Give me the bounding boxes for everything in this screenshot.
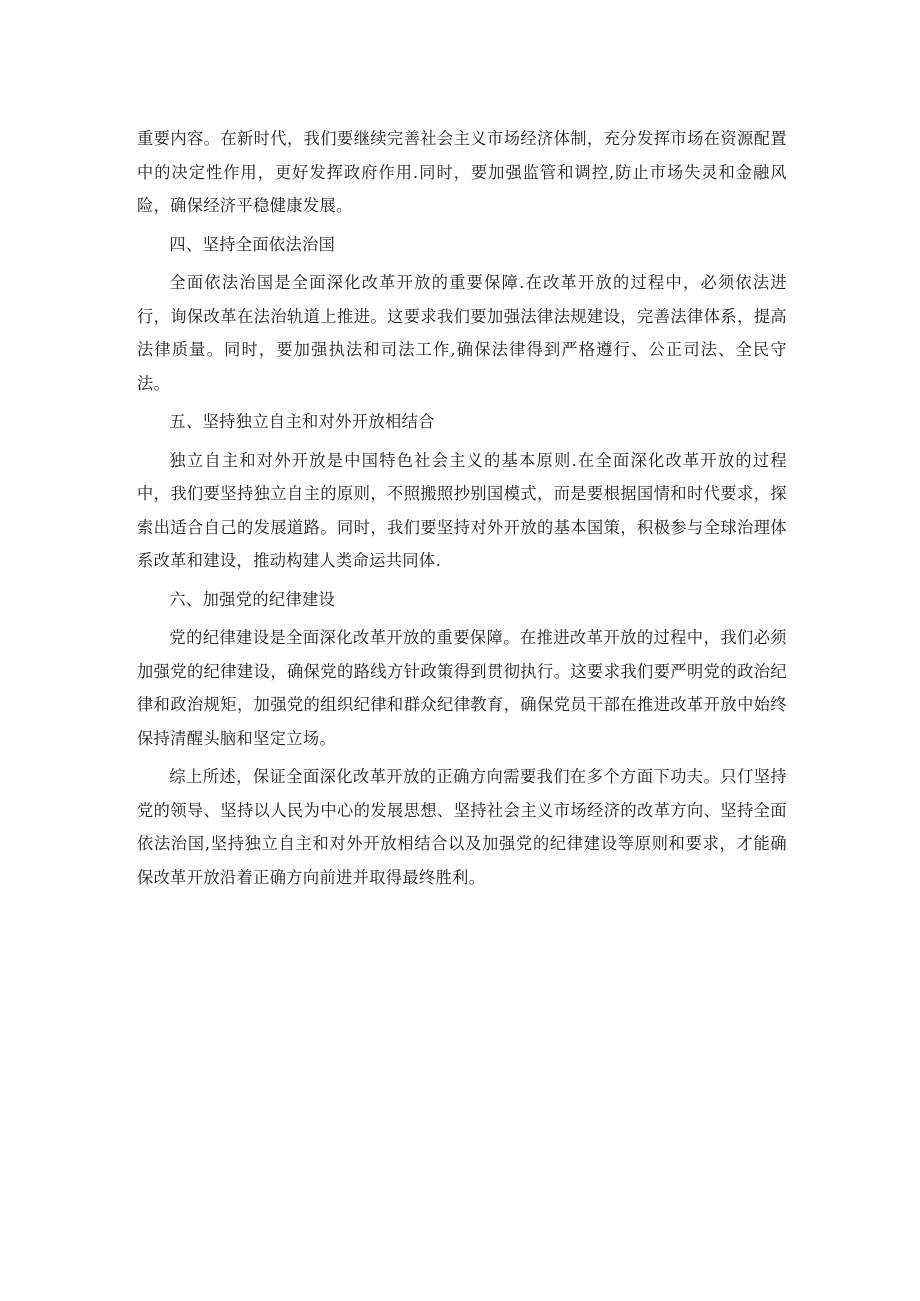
- section-6-body: 党的纪律建设是全面深化改革开放的重要保障。在推进改革开放的过程中，我们必须加强党的纪律建设，确保党的路线方针政策得到贯彻执行。这要求我们要严明党的政治纪律和政治规矩，加强党的组织纪律和群众纪律教育，确保党员干部在推进改革开放中始终保持清醒头脑和坚定立场。: [137, 628, 787, 748]
- section-4-heading: 四、坚持全面依法治国: [169, 234, 336, 254]
- section-6-heading: 六、加强党的纪律建设: [169, 589, 336, 609]
- section-4-body: 全面依法治国是全面深化改革开放的重要保障.在改革开放的过程中，必须依法进行，询保改革在法治轨道上推进。这要求我们要加强法律法规建设，完善法律体系，提高法律质量。同时，要加强执法和司法工作,确保法律得到严格遵行、公正司法、全民守法。: [137, 273, 787, 393]
- document-page: [137, 122, 787, 894]
- intro-continuation-paragraph: 重要内容。在新时代，我们要继续完善社会主义市场经济体制，充分发挥市场在资源配置中的决定性作用，更好发挥政府作用.同时，要加强监管和调控,防止市场失灵和金融风险，确保经济平稳健康发展。: [137, 129, 787, 215]
- section-5-heading: 五、坚持独立自主和对外开放相结合: [169, 412, 435, 431]
- section-5-body: 独立自主和对外开放是中国特色社会主义的基本原则.在全面深化改革开放的过程中，我们要坚持独立自主的原则，不照搬照抄别国模式，而是要根据国情和时代要求，探索出适合自己的发展道路。同时，我们要坚持对外开放的基本国策，积极参与全球治理体系改革和建设，推动构建人类命运共同体.: [137, 450, 787, 570]
- conclusion-paragraph: 综上所述，保证全面深化改革开放的正确方向需要我们在多个方面下功夫。只仃坚持党的领导、坚持以人民为中心的发展思想、坚持社会主义市场经济的改革方向、坚持全面依法治国,坚持独立自主和对外开放相结合以及加强党的纪律建设等原则和要求，才能确保改革开放沿着正确方向前进并取得最终胜利。: [137, 767, 787, 887]
